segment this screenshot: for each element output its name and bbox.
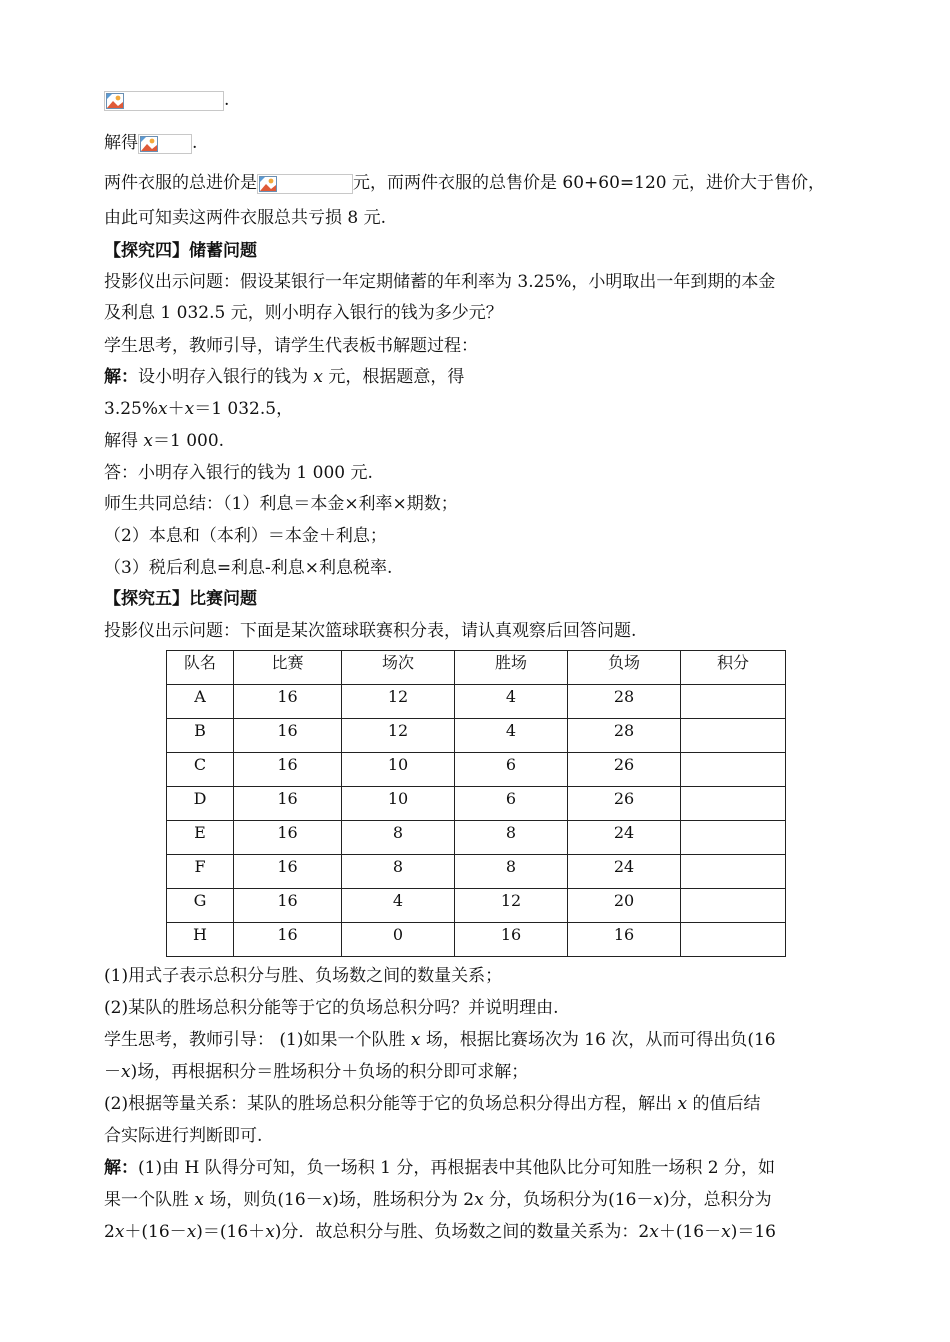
table-cell: 8 xyxy=(342,821,455,855)
table-cell xyxy=(681,685,786,719)
question-1: (1)用式子表示总积分与胜、负场数之间的数量关系； xyxy=(104,966,503,986)
text-segment: ＋(16－ xyxy=(124,1222,187,1242)
table-cell: 10 xyxy=(342,787,455,821)
table-row xyxy=(167,787,786,821)
equation-image-1 xyxy=(104,91,224,111)
paragraph-line: 投影仪出示问题：假设某银行一年定期储蓄的年利率为 3.25%，小明取出一年到期的本金 xyxy=(104,272,776,292)
text-segment: )＝(16＋ xyxy=(196,1222,266,1242)
text-segment: )分，总积分为 xyxy=(662,1190,772,1210)
table-cell xyxy=(681,719,786,753)
table-row xyxy=(167,889,786,923)
text-segment: ＋(16－ xyxy=(658,1222,722,1242)
table-cell: 16 xyxy=(234,787,342,821)
text-segment: 两件衣服的总进价是 xyxy=(104,173,257,193)
table-header-cell: 队名 xyxy=(167,651,234,685)
solve-line xyxy=(104,132,864,154)
section-heading-5: 【探究五】比赛问题 xyxy=(104,589,257,609)
table-cell: E xyxy=(167,821,234,855)
table-row xyxy=(167,923,786,957)
text-segment: 分，负场积分为(16－ xyxy=(483,1190,654,1210)
table-header-row xyxy=(167,651,786,685)
period: . xyxy=(192,133,198,153)
table-cell: G xyxy=(167,889,234,923)
text-segment: )分．故总积分与胜、负场数之间的数量关系为：2 xyxy=(274,1222,650,1242)
text-segment: 学生思考，教师引导： (1)如果一个队胜 xyxy=(104,1030,411,1050)
text-segment: 的值后结 xyxy=(687,1094,761,1114)
table-cell xyxy=(681,855,786,889)
text-segment: 解得 xyxy=(104,431,144,451)
table-cell: 12 xyxy=(342,685,455,719)
table-cell: 6 xyxy=(455,787,568,821)
variable: x xyxy=(265,1222,275,1242)
summary-line: 师生共同总结：（1）利息＝本金×利率×期数； xyxy=(104,494,458,514)
table-cell: 8 xyxy=(342,855,455,889)
table-cell: 16 xyxy=(455,923,568,957)
guidance-line xyxy=(104,1061,864,1083)
table-cell xyxy=(681,923,786,957)
text-segment: 3.25% xyxy=(104,399,159,419)
variable: x xyxy=(313,367,323,387)
table-row xyxy=(167,753,786,787)
table-cell: 6 xyxy=(455,753,568,787)
table-cell: 24 xyxy=(568,821,681,855)
table-header-cell: 场次 xyxy=(342,651,455,685)
table-row xyxy=(167,719,786,753)
table-cell: 16 xyxy=(568,923,681,957)
text-segment: (1)由 H 队得分可知，负一场积 1 分，再根据表中其他队比分可知胜一场积 2 分，如 xyxy=(138,1158,775,1178)
table-cell: 26 xyxy=(568,753,681,787)
table-row xyxy=(167,685,786,719)
table-cell: 4 xyxy=(455,685,568,719)
table-cell: 16 xyxy=(234,685,342,719)
score-table-body xyxy=(167,651,786,957)
table-cell: 16 xyxy=(234,753,342,787)
table-cell: 28 xyxy=(568,685,681,719)
equation-image-3 xyxy=(257,174,353,194)
broken-image-icon xyxy=(106,93,124,109)
equation-image-2 xyxy=(138,134,192,154)
table-cell: 26 xyxy=(568,787,681,821)
table-row xyxy=(167,855,786,889)
table-cell: 8 xyxy=(455,821,568,855)
table-cell: B xyxy=(167,719,234,753)
table-header-cell: 积分 xyxy=(681,651,786,685)
variable: x xyxy=(121,1062,131,1082)
table-row xyxy=(167,821,786,855)
table-cell: D xyxy=(167,787,234,821)
text-segment: － xyxy=(104,1062,121,1082)
variable: x xyxy=(322,1190,333,1210)
table-cell: A xyxy=(167,685,234,719)
table-cell: 12 xyxy=(342,719,455,753)
broken-image-icon xyxy=(140,136,158,152)
table-cell: 12 xyxy=(455,889,568,923)
variable: x xyxy=(653,1190,663,1210)
table-cell: 28 xyxy=(568,719,681,753)
table-cell: H xyxy=(167,923,234,957)
variable: x xyxy=(677,1094,688,1114)
answer-line: 答：小明存入银行的钱为 1 000 元. xyxy=(104,463,373,483)
text-segment: )场，胜场积分为 2 xyxy=(332,1190,475,1210)
text-segment: ＋ xyxy=(167,399,185,419)
solution-line xyxy=(104,1221,864,1243)
period: . xyxy=(224,90,230,110)
summary-line: （3）税后利息=利息-利息×利息税率. xyxy=(104,558,393,578)
text-segment: 设小明存入银行的钱为 xyxy=(138,367,314,387)
table-cell: 20 xyxy=(568,889,681,923)
table-cell: 16 xyxy=(234,719,342,753)
table-cell: F xyxy=(167,855,234,889)
table-cell xyxy=(681,787,786,821)
paragraph-line: 及利息 1 032.5 元，则小明存入银行的钱为多少元？ xyxy=(104,303,503,323)
section-heading-4: 【探究四】储蓄问题 xyxy=(104,241,257,261)
table-cell: 16 xyxy=(234,855,342,889)
table-header-cell: 比赛 xyxy=(234,651,342,685)
variable: x xyxy=(114,1222,125,1242)
text-segment: 元，而两件衣服的总售价是 60+60=120 元，进价大于售价， xyxy=(353,173,826,193)
text-segment: 果一个队胜 xyxy=(104,1190,195,1210)
variable: x xyxy=(143,431,153,451)
variable: x xyxy=(410,1030,421,1050)
equation-line xyxy=(104,398,864,420)
table-cell: 4 xyxy=(342,889,455,923)
text-segment: ＝1 000. xyxy=(153,431,225,451)
variable: x xyxy=(649,1222,659,1242)
table-cell: 4 xyxy=(455,719,568,753)
table-header-cell: 胜场 xyxy=(455,651,568,685)
text-segment: )场，再根据积分＝胜场积分＋负场的积分即可求解； xyxy=(130,1062,529,1082)
table-cell: 8 xyxy=(455,855,568,889)
guidance-line xyxy=(104,1029,864,1051)
paragraph-line: 学生思考，教师引导，请学生代表板书解题过程： xyxy=(104,336,478,356)
text-segment: )＝16 xyxy=(730,1222,776,1242)
paragraph-line xyxy=(104,172,864,194)
solution-label: 解： xyxy=(104,1158,138,1178)
equation-line-1 xyxy=(104,89,864,111)
text-segment: 场，则负(16－ xyxy=(204,1190,323,1210)
solution-line xyxy=(104,1157,864,1179)
table-cell xyxy=(681,889,786,923)
guidance-line xyxy=(104,1093,864,1115)
variable: x xyxy=(474,1190,484,1210)
text-segment: (2)根据等量关系：某队的胜场总积分能等于它的负场总积分得出方程，解出 xyxy=(104,1094,678,1114)
table-cell xyxy=(681,753,786,787)
solution-line xyxy=(104,1189,864,1211)
text-segment: 2 xyxy=(104,1222,115,1242)
solution-line xyxy=(104,366,864,388)
table-header-cell: 负场 xyxy=(568,651,681,685)
table-cell: 24 xyxy=(568,855,681,889)
score-table xyxy=(166,650,786,957)
variable: x xyxy=(186,1222,197,1242)
variable: x xyxy=(184,399,195,419)
table-cell: C xyxy=(167,753,234,787)
table-cell: 16 xyxy=(234,821,342,855)
variable: x xyxy=(721,1222,731,1242)
text-segment: ＝1 032.5， xyxy=(194,399,294,419)
paragraph-line: 由此可知卖这两件衣服总共亏损 8 元. xyxy=(104,208,387,228)
text-segment: 场，根据比赛场次为 16 次，从而可得出负(16 xyxy=(420,1030,776,1050)
solution-label: 解： xyxy=(104,367,138,387)
table-cell: 16 xyxy=(234,889,342,923)
text-segment: 元，根据题意，得 xyxy=(323,367,465,387)
table-cell: 0 xyxy=(342,923,455,957)
table-cell xyxy=(681,821,786,855)
table-cell: 10 xyxy=(342,753,455,787)
paragraph-line: 投影仪出示问题：下面是某次篮球联赛积分表，请认真观察后回答问题. xyxy=(104,621,637,641)
variable: x xyxy=(194,1190,204,1210)
question-2: (2)某队的胜场总积分能等于它的负场总积分吗？并说明理由. xyxy=(104,998,559,1018)
solve-label: 解得 xyxy=(104,133,138,153)
table-cell: 16 xyxy=(234,923,342,957)
broken-image-icon xyxy=(259,176,277,192)
variable: x xyxy=(158,399,168,419)
equation-line xyxy=(104,430,864,452)
guidance-line: 合实际进行判断即可. xyxy=(104,1126,263,1146)
summary-line: （2）本息和（本利）＝本金＋利息； xyxy=(104,526,387,546)
